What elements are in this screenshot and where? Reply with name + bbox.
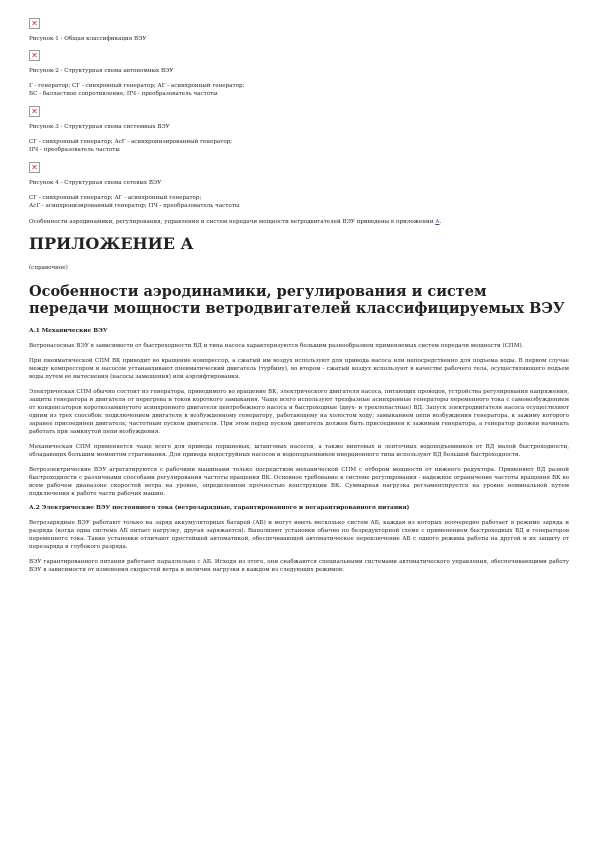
paragraph: При пневматической СПМ ВК приводит во вращение компрессор, а сжатый им воздух используют для привода насоса или непосредственно для подъема воды. В первом случае между компрессором и насосом устанавливают пневматический двигатель (турбину), во втором - сжатый воздух используют в качестве рабочего тела, осуществляющего подъем воды путем ее вытеснения (насосы замещения) или аэрлифтирования. xyxy=(29,358,569,380)
legend-line: ПЧ - преобразователь частоты xyxy=(29,147,120,153)
figure-legend xyxy=(29,82,569,98)
paragraph: Электрическая СПМ обычно состоит из генератора, приводимого во вращение ВК, электрического двигателя насоса, питающих проводов, устройства регулирования напряжения, защиты генератора и двигателя от перегрева и токов короткого замыкания. Чаще всего используют трехфазные асинхронные генераторы переменного тока с самовозбуждением от конденсаторов короткозамкнутого асинхронного двигателя центробежного насоса и быстроходные (двух- и трехлопастные) ВД. Запуск электродвигателя насоса осуществляют одним из трех способов: подключением двигателя к возбужденному генератору, работающему на холостом ходу; замыканием цепи возбуждения генератора, к зажиму которого заранее присоединен двигатель; частотным пуском двигателя. При этом перед пуском двигатель должен быть присоединен к зажимам генератора, а генератор должен начинать работать при замкнутой цепи возбуждения. xyxy=(29,389,569,435)
paragraph: Ветрозарядные ВЭУ работают только на заряд аккумуляторных батарей (АБ) и могут иметь несколько систем АБ, каждая из которых поочередно работает в режиме заряда и разряда (когда одна система АБ питает нагрузку, другая заряжается). Выполняют установки обычно по безредукторной схеме с применением быстроходных ВД и генераторов переменного тока. Такие установки отличают простейшей автоматикой, обеспечивающей автоматическое переключение АБ с одного режима работы на другой и их защиту от перезаряда и глубокого разряда. xyxy=(29,520,569,550)
figure-caption: Рисунок 3 - Структурная схема системных ВЭУ xyxy=(29,124,170,130)
intro-end: . xyxy=(439,219,442,225)
figure-caption: Рисунок 1 - Общая классификация ВЭУ xyxy=(29,36,147,42)
paragraph: Ветронасосные ВЭУ в зависимости от быстроходности ВД и типа насоса характеризуются большим разнообразием применяемых систем передачи мощности (СПМ). xyxy=(29,343,524,349)
broken-image-icon: ✕ xyxy=(29,162,40,173)
figure-2 xyxy=(29,50,569,98)
figure-caption: Рисунок 2 - Структурная схема автономных ВЭУ xyxy=(29,68,174,74)
legend-line: Г - генератор; СГ - синхронный генератор; АГ - асинхронный генератор; xyxy=(29,83,245,89)
broken-image-icon: ✕ xyxy=(29,106,40,117)
figure-3 xyxy=(29,106,569,154)
section-title: А.2 Электрические ВЭУ постоянного тока (ветрозарядные, гарантированного и негарантированного питания) xyxy=(29,505,410,511)
legend-line: СГ - синхронный генератор; АсГ - асинхронизированный генератор; xyxy=(29,139,233,145)
broken-image-icon: ✕ xyxy=(29,18,40,29)
figure-legend xyxy=(29,138,569,154)
appendix-link[interactable]: А xyxy=(435,219,440,225)
paragraph: Механическая СПМ применяется чаще всего для привода поршневых, штанговых насосов, а также винтовых и ленточных водоподъемников от ВД малой быстроходности, обладающих большим моментом страгивания. Для привода водоструйных насосов и водоподъемников инерционного типа используют ВД большой быстроходности. xyxy=(29,444,569,458)
legend-line: БС - балластное сопротивление; ПЧ - преобразователь частоты xyxy=(29,91,218,97)
document-page xyxy=(29,14,569,581)
legend-line: СГ - синхронный генератор; АГ - асинхронный генератор; xyxy=(29,195,202,201)
appendix-title: ПРИЛОЖЕНИЕ А xyxy=(29,234,194,253)
appendix-heading: Особенности аэродинамики, регулирования и систем передачи мощности ветродвигателей классифицируемых ВЭУ xyxy=(29,283,565,317)
appendix-note: (справочное) xyxy=(29,265,68,271)
intro-text: Особенности аэродинамики, регулирования, управления и систем передачи мощности ветродвигателей ВЭУ приведены в приложении xyxy=(29,219,436,225)
paragraph: Ветроэлектрические ВЭУ агрегатируются с рабочими машинами только посредством механической СПМ с отбором мощности от нижнего редуктора. Применяют ВД разной быстроходности с различными способами регулирования частоты вращения ВК. Основное требование к системе регулирования - надежное ограничение частоты вращения ВК во всем рабочем диапазоне скоростей ветра на уровне, определенном прочностью конструкции ВК. Суммарная нагрузка регламентируется на уровне номинальной путем подключения к работе части рабочих машин. xyxy=(29,467,569,497)
figure-caption: Рисунок 4 - Структурная схема сетевых ВЭУ xyxy=(29,180,162,186)
section-title: А.1 Механические ВЭУ xyxy=(29,328,108,334)
broken-image-icon: ✕ xyxy=(29,50,40,61)
figure-4 xyxy=(29,162,569,210)
intro-paragraph xyxy=(29,218,569,226)
legend-line: АсГ - асинхронизированный генератор; ПЧ - преобразователь частоты xyxy=(29,203,240,209)
paragraph: ВЭУ гарантированного питания работают параллельно с АБ. Исходя из этого, они снабжаются специальными системами автоматического управления, обеспечивающими работу ВЭУ в зависимости от изменения скоростей ветра и величин нагрузки в каждом из следующих режимов: xyxy=(29,559,569,573)
figure-1 xyxy=(29,18,569,43)
figure-legend xyxy=(29,194,569,210)
